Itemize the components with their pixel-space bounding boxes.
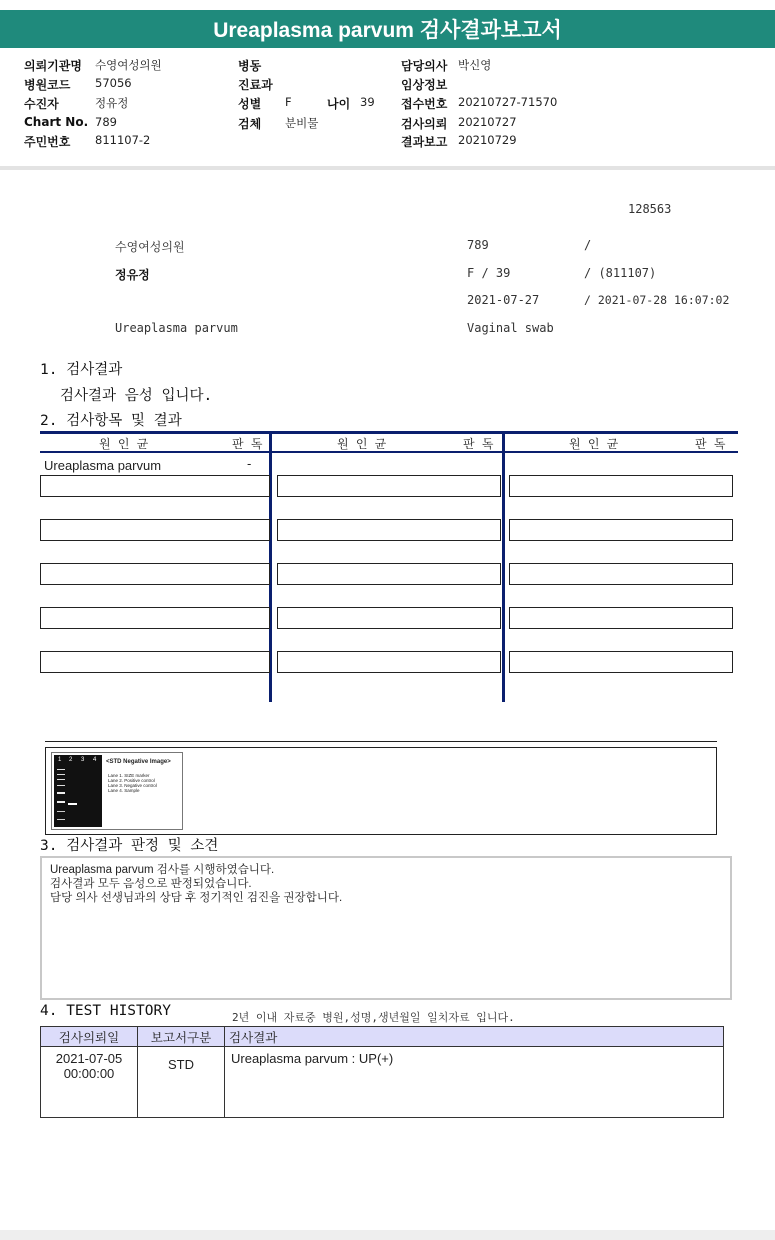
resident-no-value: 811107-2 [95,133,151,147]
doctor-value: 박신영 [458,58,492,72]
report-birth: / (811107) [584,266,657,280]
marker-band [57,785,65,786]
grid-divider-2 [502,431,505,702]
lane-label-1: 1 [58,757,62,763]
section-1-text: 검사결과 음성 입니다. [60,388,213,404]
result-cell-empty [277,475,501,497]
request-date-value: 20210727 [458,115,517,129]
gel-legend-2: Lane 2. Positive control [108,778,155,783]
gel-legend-1: Lane 1. SIZE marker [108,773,150,778]
chart-no-label: Chart No. [24,115,89,129]
result-cell-empty [40,563,270,585]
result-cell-empty [40,519,270,541]
age-label: 나이 [327,97,351,111]
age-value: 39 [360,95,375,109]
section-1-title: 1. 검사결과 [40,362,123,378]
section-2-title: 2. 검사항목 및 결과 [40,413,182,429]
request-date-label: 검사의뢰 [401,117,448,131]
report-patient-name: 정유정 [115,268,150,282]
page-footer-bar [0,1230,775,1240]
ward-label: 병동 [238,59,262,73]
result-cell-empty [509,607,733,629]
gel-legend-4: Lane 4. Sample [108,788,140,793]
institution-label: 의뢰기관명 [24,59,82,73]
hospital-code-label: 병원코드 [24,78,71,92]
col-judge-header-1: 판 독 [232,437,263,451]
collect-date: 2021-07-27 [467,293,540,307]
opinion-line-1: Ureaplasma parvum 검사를 시행하였습니다. [50,864,275,876]
result-cell-empty [277,519,501,541]
history-date: 2021-07-05 [55,1051,123,1066]
marker-band [57,774,65,775]
history-row [41,1047,724,1118]
col-judge-header-2: 판 독 [463,437,494,451]
col-pathogen-header-3: 원 인 균 [569,437,619,451]
report-test-name: Ureaplasma parvum [115,321,238,335]
col-pathogen-header-1: 원 인 균 [99,437,149,451]
report-date-value: 20210729 [458,133,517,147]
report-sex-age: F / 39 [467,266,511,280]
department-label: 진료과 [238,78,273,92]
clinical-info-label: 임상정보 [401,78,448,92]
resident-no-label: 주민번호 [24,135,71,149]
report-datetime: / 2021-07-28 16:07:02 [584,293,730,307]
gel-frame-top-rule [45,741,717,742]
sex-value: F [285,95,292,109]
lane-label-4: 4 [93,757,97,763]
marker-band [57,811,65,812]
sex-label: 성별 [238,97,262,111]
specimen-label: 검체 [238,117,262,131]
marker-band [57,819,65,820]
history-type: STD [138,1047,225,1118]
marker-band [57,801,65,803]
result-value: - [247,456,252,471]
result-cell-empty [509,519,733,541]
section-3-title: 3. 검사결과 판정 및 소견 [40,838,219,854]
section-4-note: 2년 이내 자료중 병원,성명,생년월일 일치자료 입니다. [232,1011,515,1024]
report-title: Ureaplasma parvum 검사결과보고서 [0,10,775,48]
patient-label: 수진자 [24,97,59,111]
lane-label-2: 2 [69,757,73,763]
report-date-label: 결과보고 [401,135,448,149]
history-time: 00:00:00 [63,1066,115,1081]
header-separator [0,166,775,170]
opinion-line-2: 검사결과 모두 음성으로 판정되었습니다. [50,878,252,890]
result-pathogen: Ureaplasma parvum [44,458,162,473]
lane-label-3: 3 [81,757,85,763]
result-cell-empty [277,651,501,673]
history-col-date: 검사의뢰일 [41,1027,138,1047]
receipt-no-label: 접수번호 [401,97,448,111]
clinic-name: 수영여성의원 [115,240,185,254]
doctor-label: 담당의사 [401,59,448,73]
history-table [40,1026,724,1118]
result-cell-empty [277,607,501,629]
receipt-no-value: 20210727-71570 [458,95,558,109]
chart-suffix: / [584,238,592,252]
report-id: 128563 [628,202,672,216]
col-pathogen-header-2: 원 인 균 [337,437,387,451]
history-col-type: 보고서구분 [138,1027,225,1047]
institution-value: 수영여성의원 [95,58,162,72]
patient-value: 정유정 [95,96,129,110]
history-result: Ureaplasma parvum : UP(+) [225,1047,724,1118]
gel-lanes [54,755,102,827]
report-specimen: Vaginal swab [467,321,554,335]
grid-top-rule [40,431,738,434]
result-cell-empty [277,563,501,585]
history-col-result: 검사결과 [225,1027,724,1047]
result-cell-empty [40,651,270,673]
opinion-line-3: 담당 의사 선생님과의 상담 후 정기적인 검진을 권장합니다. [50,892,343,904]
gel-image [51,752,183,830]
marker-band [57,792,65,794]
marker-band [57,779,65,780]
chart-no-value: 789 [95,115,117,129]
history-header-row [41,1027,724,1047]
result-cell-empty [509,475,733,497]
gel-caption-title: <STD Negative Image> [106,759,171,765]
result-cell-empty [40,607,270,629]
result-cell-empty [509,563,733,585]
marker-band [57,769,65,770]
section-4-title: 4. TEST HISTORY [40,1003,171,1019]
report-chart-no: 789 [467,238,489,252]
gel-legend-3: Lane 3. Negative control [108,783,157,788]
opinion-box [40,856,732,1000]
history-date-cell [41,1047,138,1118]
hospital-code-value: 57056 [95,76,132,90]
positive-control-band [68,803,77,805]
result-cell-empty [509,651,733,673]
col-judge-header-3: 판 독 [695,437,726,451]
result-cell-empty [40,475,270,497]
specimen-value: 분비물 [285,116,319,130]
